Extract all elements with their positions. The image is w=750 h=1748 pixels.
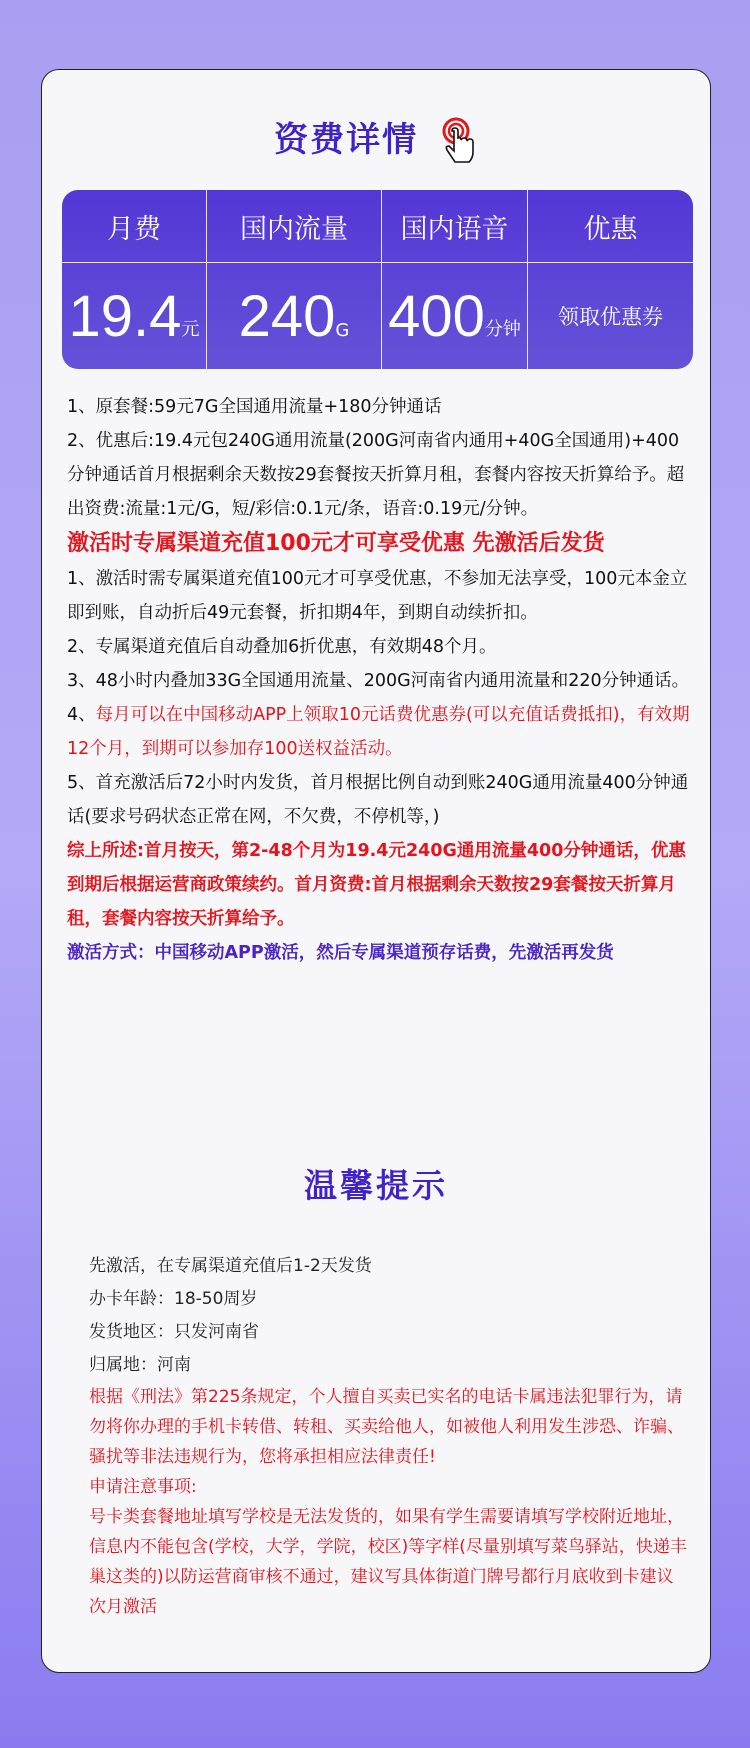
plan-card bbox=[41, 69, 711, 1673]
price-value: 19.4 bbox=[68, 283, 182, 349]
notice-text: 号卡类套餐地址填写学校是无法发货的，如果有学生需要请填写学校附近地址，信息内不能包含(学校，大学，学院，校区)等字样(尽量别填写菜鸟驿站，快递丰巢这类的)以防运营商审核不通过，建议写具体街道门牌号都行月底收到卡建议次月激活 bbox=[89, 1507, 687, 1617]
tip-shipping: 先激活，在专属渠道充值后1-2天发货 bbox=[89, 1256, 372, 1276]
tip-age: 办卡年龄：18-50周岁 bbox=[89, 1289, 258, 1309]
point-1: 1、激活时需专属渠道充值100元才可享受优惠，不参加无法享受，100元本金立即到账，自动折后49元套餐，折扣期4年，到期自动续折扣。 bbox=[67, 569, 688, 623]
point-2: 2、专属渠道充值后自动叠加6折优惠，有效期48个月。 bbox=[67, 637, 497, 657]
activation-headline: 激活时专属渠道充值100元才可享受优惠 先激活后发货 bbox=[67, 531, 605, 556]
legal-warning: 根据《刑法》第225条规定，个人擅自买卖已实名的电话卡属违法犯罪行为，请勿将你办理的手机卡转借、转租、买卖给他人，如被他人利用发生涉恐、诈骗、骚扰等非法违规行为，您将承担相应法律责任! bbox=[89, 1387, 684, 1467]
point-5: 5、首充激活后72小时内发货，首月根据比例自动到账240G通用流量400分钟通话(要求号码状态正常在网，不欠费，不停机等，) bbox=[67, 773, 689, 827]
page-title bbox=[42, 112, 710, 167]
title-text: 资费详情 bbox=[274, 120, 419, 160]
notice-label: 申请注意事项: bbox=[89, 1477, 197, 1497]
voice-cell bbox=[382, 263, 528, 369]
point-4-number: 4、 bbox=[67, 705, 96, 725]
tips-title: 温馨提示 bbox=[304, 1166, 448, 1205]
point-4-text: 每月可以在中国移动APP上领取10元话费优惠券(可以充值话费抵扣)，有效期12个月，到期可以参加存100送权益活动。 bbox=[67, 705, 690, 759]
voice-value: 400 bbox=[388, 283, 485, 349]
activation-method: 激活方式：中国移动APP激活，然后专属渠道预存话费，先激活再发货 bbox=[67, 943, 614, 963]
header-offer: 优惠 bbox=[528, 190, 693, 263]
data-cell bbox=[207, 263, 382, 369]
data-unit: G bbox=[335, 320, 350, 341]
plan-details bbox=[67, 390, 692, 970]
original-plan: 1、原套餐:59元7G全国通用流量+180分钟通话 bbox=[67, 397, 442, 417]
header-monthly-fee: 月费 bbox=[62, 190, 207, 263]
summary: 综上所述:首月按天，第2-48个月为19.4元240G通用流量400分钟通话，优惠到期后根据运营商政策续约。首月资费:首月根据剩余天数按29套餐按天折算月租，套餐内容按天折算给予。 bbox=[67, 841, 686, 929]
point-4 bbox=[67, 698, 692, 766]
header-domestic-data: 国内流量 bbox=[207, 190, 382, 263]
discounted-plan: 2、优惠后:19.4元包240G通用流量(200G河南省内通用+40G全国通用)+400分钟通话首月根据剩余天数按29套餐按天折算月租，套餐内容按天折算给予。超出资费:流量:1元/G，短/彩信:0.1元/条，语音:0.19元/分钟。 bbox=[67, 431, 685, 519]
price-cell bbox=[62, 263, 207, 369]
tips bbox=[89, 1250, 689, 1622]
point-3: 3、48小时内叠加33G全国通用流量、200G河南省内通用流量和220分钟通话。 bbox=[67, 671, 690, 691]
tip-region: 发货地区：只发河南省 bbox=[89, 1322, 259, 1342]
pointer-hand-icon bbox=[438, 117, 478, 167]
tip-home-location: 归属地：河南 bbox=[89, 1355, 191, 1375]
data-value: 240 bbox=[238, 283, 336, 349]
voice-unit: 分钟 bbox=[484, 319, 521, 340]
header-domestic-voice: 国内语音 bbox=[382, 190, 528, 263]
plan-table bbox=[62, 190, 693, 369]
price-unit: 元 bbox=[181, 319, 200, 340]
claim-coupon-button[interactable]: 领取优惠券 bbox=[558, 305, 663, 329]
